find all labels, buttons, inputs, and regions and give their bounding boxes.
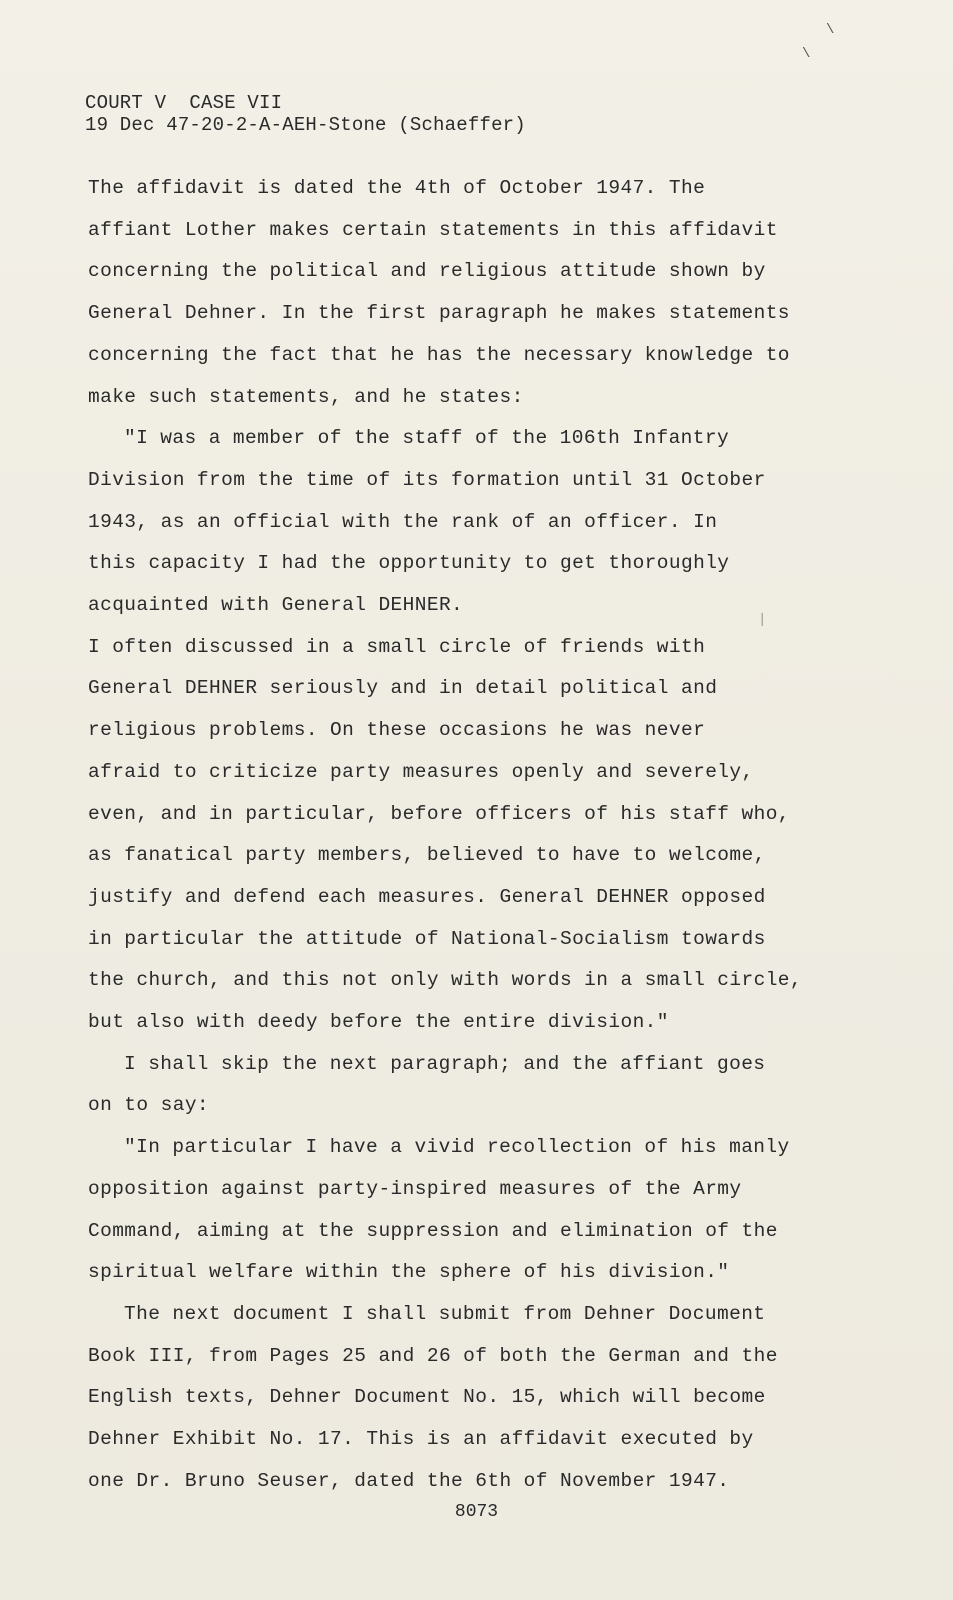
paragraph-1	[88, 168, 848, 418]
text-line: as fanatical party members, believed to have to welcome,	[88, 844, 766, 867]
court-case-line: COURT V CASE VII	[85, 92, 283, 114]
text-line: opposition against party-inspired measures of the Army	[88, 1177, 742, 1200]
text-line: "In particular I have a vivid recollection of his manly	[124, 1136, 790, 1159]
text-line: even, and in particular, before officers of his staff who,	[88, 802, 790, 825]
paragraph-2-quote	[88, 418, 848, 627]
text-line: spiritual welfare within the sphere of his division."	[88, 1261, 730, 1284]
text-line: in particular the attitude of National-Socialism towards	[88, 927, 766, 950]
document-body	[88, 168, 848, 1503]
text-line: Book III, from Pages 25 and 26 of both the German and the	[88, 1344, 778, 1367]
text-line: but also with deedy before the entire division."	[88, 1011, 669, 1034]
text-line: Dehner Exhibit No. 17. This is an affidavit executed by	[88, 1428, 754, 1451]
text-line: General DEHNER seriously and in detail political and	[88, 677, 718, 700]
text-line: I often discussed in a small circle of friends with	[88, 635, 706, 658]
text-line: on to say:	[88, 1094, 210, 1117]
text-line: acquainted with General DEHNER.	[88, 594, 464, 617]
text-line: make such statements, and he states:	[88, 385, 524, 408]
text-line: afraid to criticize party measures openly and severely,	[88, 760, 754, 783]
text-line: General Dehner. In the first paragraph he makes statements	[88, 302, 790, 325]
text-line: the church, and this not only with words in a small circle,	[88, 969, 803, 992]
text-line: The next document I shall submit from Dehner Document	[124, 1302, 766, 1325]
text-line: The affidavit is dated the 4th of October 1947. The	[88, 177, 706, 199]
text-line: Command, aiming at the suppression and elimination of the	[88, 1219, 778, 1242]
paragraph-4	[88, 1044, 848, 1127]
stray-mark: |	[758, 612, 767, 628]
session-reference-line: 19 Dec 47-20-2-A-AEH-Stone (Schaeffer)	[85, 114, 526, 136]
stray-mark: \	[826, 22, 835, 38]
page-number: 8073	[454, 1502, 499, 1522]
paragraph-5-quote	[88, 1127, 848, 1294]
paragraph-6	[88, 1294, 848, 1503]
text-line: religious problems. On these occasions he was never	[88, 719, 706, 742]
text-line: I shall skip the next paragraph; and the affiant goes	[124, 1052, 766, 1075]
text-line: this capacity I had the opportunity to get thoroughly	[88, 552, 730, 575]
paragraph-3-quote	[88, 627, 848, 1044]
text-line: affiant Lother makes certain statements in this affidavit	[88, 218, 778, 241]
stray-mark: \	[802, 46, 811, 62]
text-line: English texts, Dehner Document No. 15, which will become	[88, 1386, 766, 1409]
text-line: one Dr. Bruno Seuser, dated the 6th of November 1947.	[88, 1469, 730, 1492]
text-line: concerning the political and religious attitude shown by	[88, 260, 766, 283]
text-line: Division from the time of its formation until 31 October	[88, 468, 766, 491]
text-line: concerning the fact that he has the necessary knowledge to	[88, 343, 790, 366]
document-header	[85, 92, 526, 136]
text-line: 1943, as an official with the rank of an officer. In	[88, 510, 718, 533]
text-line: justify and defend each measures. General DEHNER opposed	[88, 885, 766, 908]
text-line: "I was a member of the staff of the 106th Infantry	[124, 427, 730, 450]
